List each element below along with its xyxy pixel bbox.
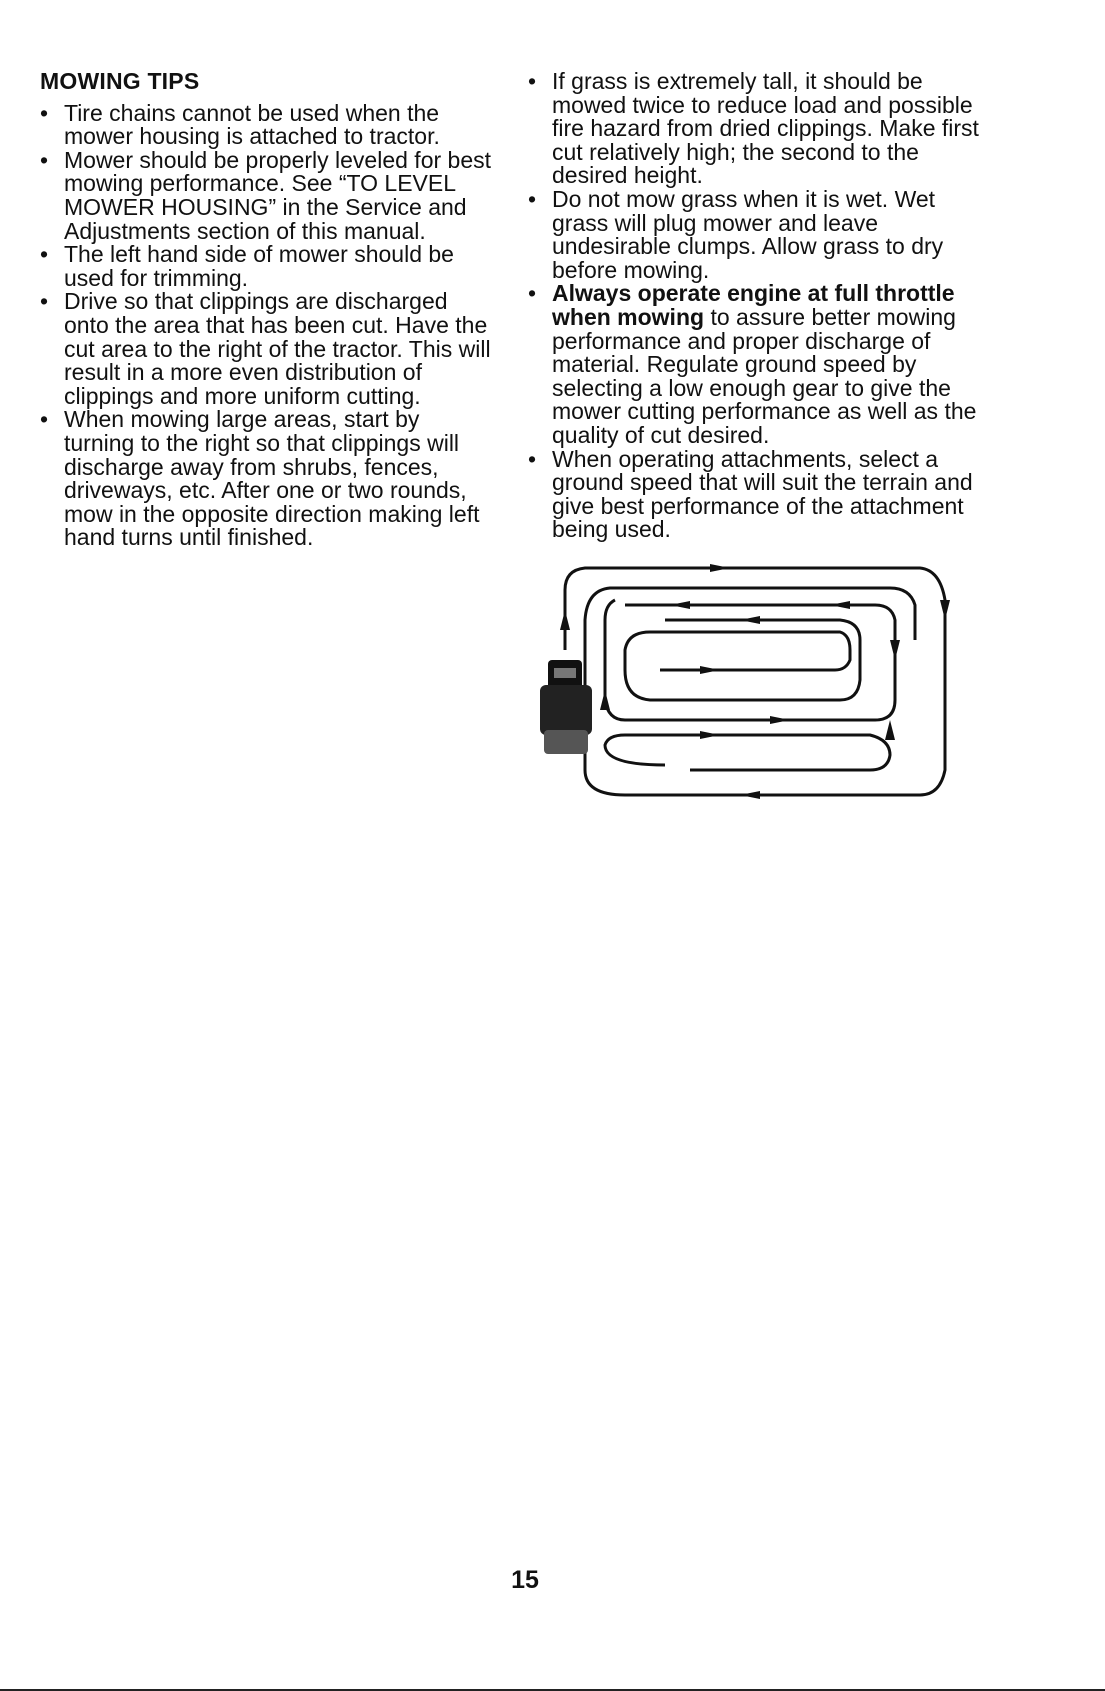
arrow-bottom-left xyxy=(740,791,760,799)
arrow-bottom-right xyxy=(700,731,720,739)
left-tips-list xyxy=(40,99,495,551)
arrow-ring2-left-2 xyxy=(830,601,850,609)
bottom-path xyxy=(605,735,890,770)
tip-large-areas: • When mowing large areas, start by turning to the right so that clippings will discharge away from shrubs, fences, driveways, etc. After one or two rounds, mow in the opposite direction making left hand turns until finished. xyxy=(40,408,495,550)
left-column xyxy=(40,70,495,550)
arrow-top-right xyxy=(710,564,730,572)
arrow-ring2-right xyxy=(770,716,790,724)
section-heading: MOWING TIPS xyxy=(40,68,200,94)
mowing-pattern-diagram xyxy=(540,560,980,810)
tip-level-mower: • Mower should be properly leveled for best mowing performance. See “TO LEVEL MOWER HOUSING” in the Service and Adjustments section of this manual. xyxy=(40,149,495,243)
tip-full-throttle-rest: to assure better mowing performance and proper discharge of material. Regulate ground speed by selecting a low enough gear to give the mower cutting performance as well as the quality of cut desired. xyxy=(552,303,977,448)
arrow-inner-left xyxy=(740,616,760,624)
arrow-right-down xyxy=(940,600,950,620)
tip-full-throttle xyxy=(528,282,983,447)
arrow-left-up xyxy=(560,610,570,630)
right-column xyxy=(528,70,983,542)
tip-full-throttle-bold: Always operate engine at full throttle when mowing xyxy=(552,280,955,330)
arrow-ring2-left xyxy=(670,601,690,609)
arrow-ring2-down xyxy=(890,640,900,660)
tip-wet-grass: • Do not mow grass when it is wet. Wet grass will plug mower and leave undesirable clumps. Allow grass to dry before mowing. xyxy=(528,188,983,282)
tip-tall-grass: • If grass is extremely tall, it should be mowed twice to reduce load and possible fire hazard from dried clippings. Make first cut relatively high; the second to the desired height. xyxy=(528,70,983,188)
tip-tire-chains: • Tire chains cannot be used when the mower housing is attached to tractor. xyxy=(40,102,495,149)
right-tips-list xyxy=(528,70,983,542)
page-number: 15 xyxy=(511,1566,539,1594)
tip-attachments: • When operating attachments, select a ground speed that will suit the terrain and give best performance of the attachment being used. xyxy=(528,448,983,542)
ring-inner xyxy=(625,620,860,700)
tip-trimming: • The left hand side of mower should be used for trimming. xyxy=(40,243,495,290)
tip-discharge-direction: • Drive so that clippings are discharged onto the area that has been cut. Have the cut area to the right of the tractor. This will result in a more even distribution of clippings and more uniform cutting. xyxy=(40,290,495,408)
arrow-right-up xyxy=(885,720,895,740)
arrow-inner-right xyxy=(700,666,720,674)
arrow-ring2-up xyxy=(600,690,610,710)
